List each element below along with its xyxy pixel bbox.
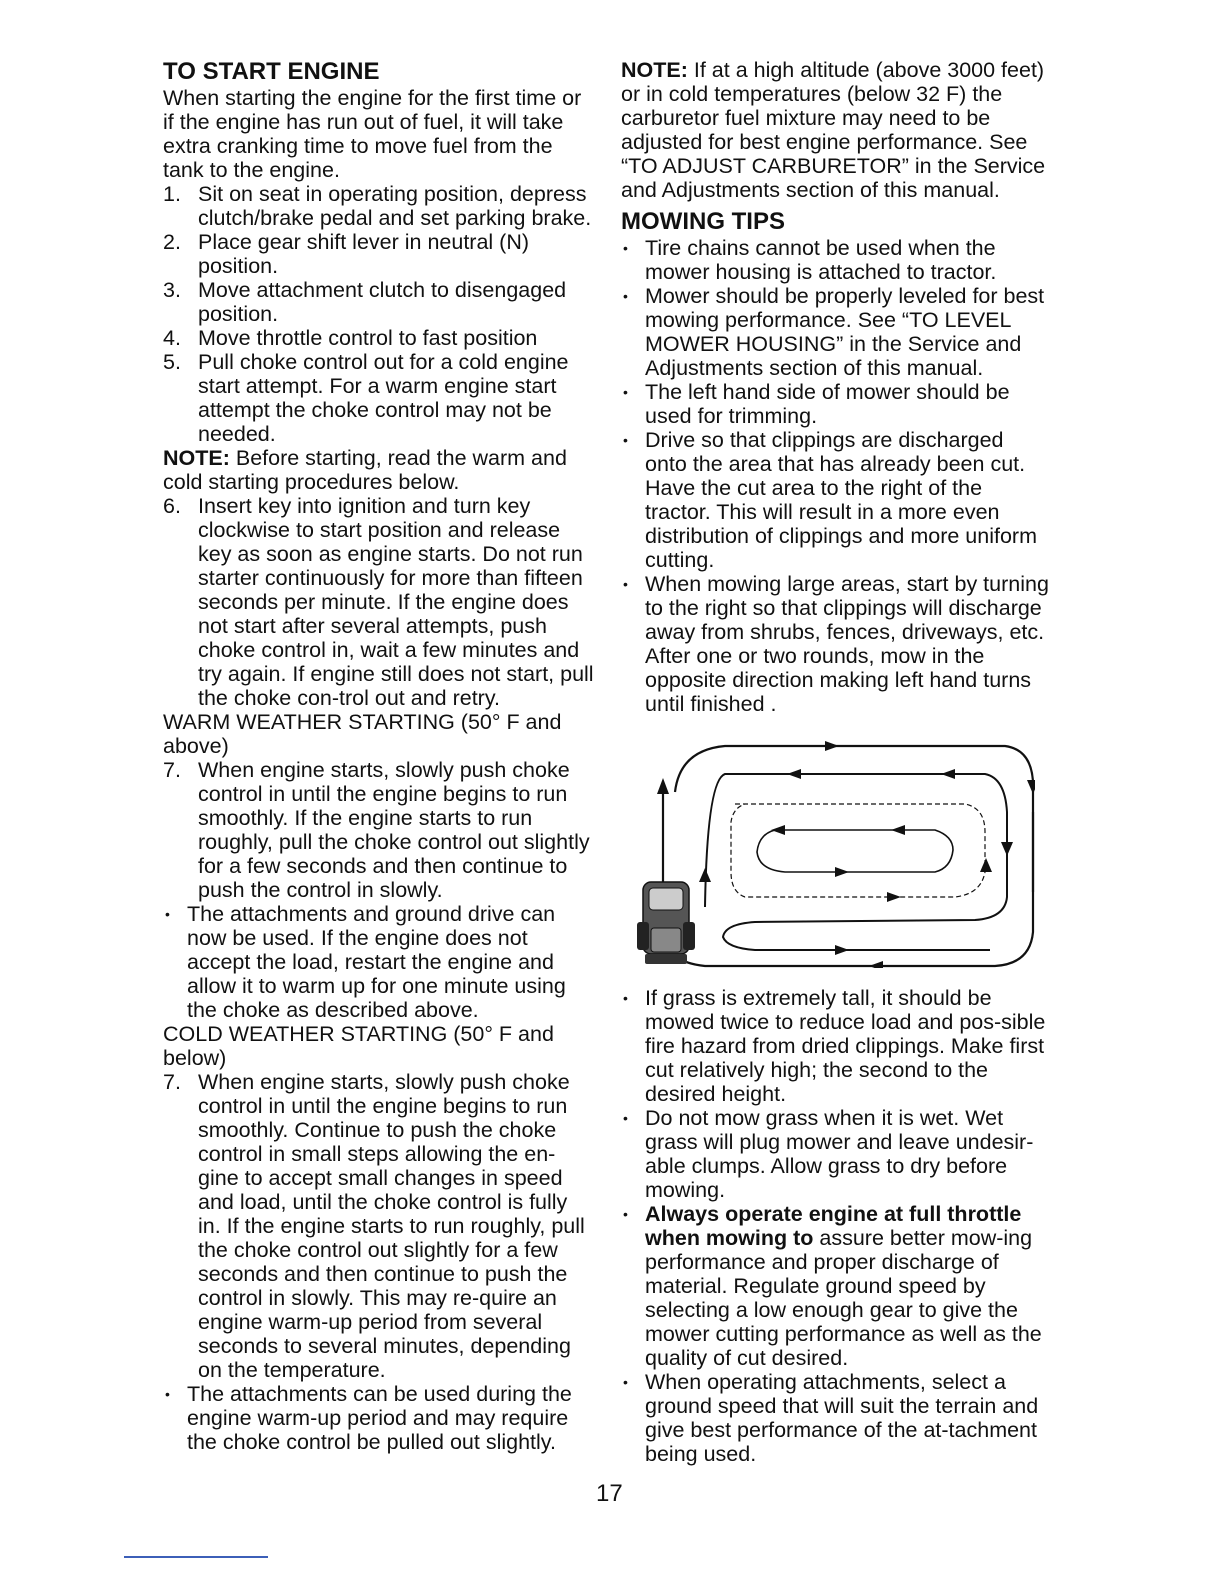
altitude-note xyxy=(621,58,1051,202)
tip-text: Mower should be properly leveled for best mowing performance. See “TO LEVEL MOWER HOUSING” in the Service and Adjustments section of this manual. xyxy=(645,284,1045,380)
throttle-tip-text: assure better mow-ing performance and proper discharge of material. Regulate ground speed by selecting a low enough gear to give the mower cutting performance as well as the quality of cut desired. xyxy=(645,1226,1042,1370)
cold-weather-heading: COLD WEATHER STARTING (50° F and below) xyxy=(163,1022,554,1070)
outer-path xyxy=(663,746,1033,966)
warm-weather-heading: WARM WEATHER STARTING (50° F and above) xyxy=(163,710,562,758)
arrow-down-right xyxy=(1027,780,1035,794)
step-text: Move attachment clutch to disengaged position. xyxy=(198,278,567,326)
arrow-left-inner xyxy=(771,825,785,835)
tip-item xyxy=(621,380,1051,428)
tip-text: Drive so that clippings are discharged onto the area that has already been cut. Have the cut area to the right of the tractor. This will result in a more even distribution of clippings and more uniform cutting. xyxy=(645,428,1037,572)
step-number: 4. xyxy=(163,326,181,350)
step-text: Insert key into ignition and turn key clockwise to start position and release key as soon as engine starts. Do not run starter continuously for more than fifteen seconds per minute. If the engine does not start after several attempts, push choke control in, wait a few minutes and try again. If engine still does not start, pull the choke con-trol out and retry. xyxy=(198,494,594,710)
bullet-icon: • xyxy=(165,1386,170,1402)
cold-step-7 xyxy=(163,1070,595,1382)
arrow-right-third xyxy=(887,892,901,902)
step-6 xyxy=(163,494,595,710)
bullet-icon: • xyxy=(165,906,170,922)
tip-item xyxy=(621,986,1051,1106)
tip-text: Tire chains cannot be used when the mower housing is attached to tractor. xyxy=(645,236,997,284)
warm-step-7 xyxy=(163,758,595,902)
note-text: Before starting, read the warm and cold starting procedures below. xyxy=(163,446,567,494)
step-5 xyxy=(163,350,595,446)
second-path xyxy=(705,774,1007,950)
bullet-icon: • xyxy=(623,240,628,256)
bullet-text: The attachments and ground drive can now be used. If the engine does not accept the load, restart the engine and allow it to warm up for one minute using the choke as described above. xyxy=(187,902,566,1022)
tip-item xyxy=(621,284,1051,380)
warm-bullet xyxy=(163,902,595,1022)
tip-text: When mowing large areas, start by turning to the right so that clippings will discharge away from shrubs, fences, driveways, etc. After one or two rounds, mow in the opposite direction making left hand turns until finished . xyxy=(645,572,1049,716)
footer-rule xyxy=(124,1556,268,1558)
bullet-icon: • xyxy=(623,288,628,304)
arrow-left-second-b xyxy=(941,769,955,779)
start-engine-heading: TO START ENGINE xyxy=(163,58,380,85)
step-number: 3. xyxy=(163,278,181,302)
bullet-icon: • xyxy=(623,1206,628,1222)
mowing-tips-heading: MOWING TIPS xyxy=(621,208,785,235)
note-text: If at a high altitude (above 3000 feet) or in cold temperatures (below 32 F) the carburetor fuel mixture may need to be adjusted for best engine performance. See “TO ADJUST CARBURETOR” in the Service and Adjustments section of this manual. xyxy=(621,58,1046,202)
tip-item xyxy=(621,236,1051,284)
arrow-up-second xyxy=(699,868,711,882)
cold-bullet xyxy=(163,1382,595,1454)
step-text: Place gear shift lever in neutral (N) position. xyxy=(198,230,530,278)
tractor-icon xyxy=(637,882,695,964)
step-text: When engine starts, slowly push choke control in until the engine begins to run smoothly. If the engine starts to run roughly, pull the choke control out slightly for a few seconds and then continue to push the control in slowly. xyxy=(198,758,590,902)
mowing-pattern-diagram xyxy=(635,732,1035,968)
arrow-right-inner xyxy=(835,867,849,877)
left-column xyxy=(163,58,595,1454)
tip-item xyxy=(621,572,1051,716)
starting-note xyxy=(163,446,595,494)
step-number: 1. xyxy=(163,182,181,206)
right-column xyxy=(621,58,1051,1466)
page-number: 17 xyxy=(596,1480,623,1507)
step-number: 7. xyxy=(163,1070,181,1094)
arrow-up-left xyxy=(657,778,669,794)
start-engine-intro: When starting the engine for the first time or if the engine has run out of fuel, it will take extra cranking time to move fuel from the tank to the engine. xyxy=(163,86,582,182)
bullet-icon: • xyxy=(623,432,628,448)
third-path xyxy=(731,804,985,897)
arrow-down-right-b xyxy=(1001,842,1013,856)
tip-text: Do not mow grass when it is wet. Wet grass will plug mower and leave undesir-able clumps. Allow grass to dry before mowing. xyxy=(645,1106,1034,1202)
throttle-tip xyxy=(621,1202,1051,1370)
step-3 xyxy=(163,278,595,326)
step-4 xyxy=(163,326,595,350)
note-label: NOTE: xyxy=(163,446,230,470)
step-number: 6. xyxy=(163,494,181,518)
note-label: NOTE: xyxy=(621,58,688,82)
tip-item xyxy=(621,1106,1051,1202)
start-steps-list xyxy=(163,182,595,446)
step-text: When engine starts, slowly push choke control in until the engine begins to run smoothly. Continue to push the choke control in small steps allowing the en-gine to accept small changes in speed and load, until the choke control is fully in. If the engine starts to run roughly, pull the choke control out slightly for a few seconds and then continue to push the control in slowly. This may re-quire an engine warm-up period from several seconds to several minutes, depending on the temperature. xyxy=(198,1070,585,1382)
step-2 xyxy=(163,230,595,278)
arrow-up-third xyxy=(980,858,992,872)
bullet-icon: • xyxy=(623,990,628,1006)
bullet-icon: • xyxy=(623,576,628,592)
arrow-right-top xyxy=(825,741,839,751)
tip-text: If grass is extremely tall, it should be mowed twice to reduce load and pos-sible fire hazard from dried clippings. Make first cut relatively high; the second to the desired height. xyxy=(645,986,1046,1106)
arrow-left-inner-b xyxy=(891,825,905,835)
step-number: 2. xyxy=(163,230,181,254)
bullet-icon: • xyxy=(623,1374,628,1390)
bullet-icon: • xyxy=(623,1110,628,1126)
tip-item xyxy=(621,1370,1051,1466)
arrow-left-second xyxy=(787,769,801,779)
tip-item xyxy=(621,428,1051,572)
step-text: Pull choke control out for a cold engine start attempt. For a warm engine start attempt the choke control may not be needed. xyxy=(198,350,569,446)
inner-path xyxy=(757,830,953,872)
step-number: 7. xyxy=(163,758,181,782)
tip-text: When operating attachments, select a ground speed that will suit the terrain and give best performance of the at-tachment being used. xyxy=(645,1370,1039,1466)
step-1 xyxy=(163,182,595,230)
bullet-icon: • xyxy=(623,384,628,400)
step-text: Sit on seat in operating position, depress clutch/brake pedal and set parking brake. xyxy=(198,182,592,230)
step-text: Move throttle control to fast position xyxy=(198,326,538,350)
throttle-tip-bold: Always operate engine at full throttle when mowing to xyxy=(645,1202,1022,1250)
tip-text: The left hand side of mower should be used for trimming. xyxy=(645,380,1010,428)
step-number: 5. xyxy=(163,350,181,374)
bullet-text: The attachments can be used during the engine warm-up period and may require the choke control be pulled out slightly. xyxy=(187,1382,572,1454)
arrow-right-bottom xyxy=(835,945,849,955)
